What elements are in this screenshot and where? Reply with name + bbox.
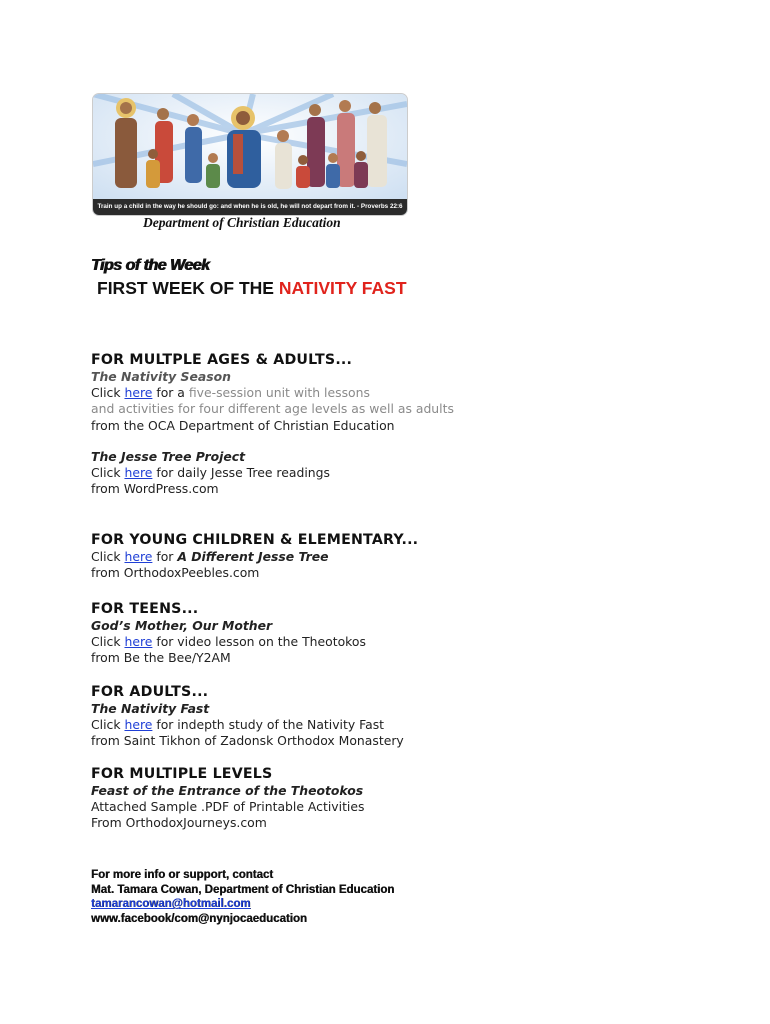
section-young-children xyxy=(91,531,418,581)
item-source: From OrthodoxJourneys.com xyxy=(91,815,267,831)
text: for indepth study of the Nativity Fast xyxy=(152,717,385,733)
section-teens xyxy=(91,600,366,667)
item-title: Feast of the Entrance of the Theotokos xyxy=(91,783,364,798)
banner-quote: Train up a child in the way he should go: and when he is old, he will not depart from it. - Proverbs 22:6 xyxy=(93,199,407,215)
item-title: The Jesse Tree Project xyxy=(91,448,246,464)
contact-block xyxy=(91,868,394,926)
department-caption: Department of Christian Education xyxy=(143,215,341,230)
text: for xyxy=(152,549,178,564)
item-line: and activities for four different age levels as well as adults xyxy=(91,401,454,417)
item-source: from the OCA Department of Christian Education xyxy=(91,417,395,433)
here-link[interactable]: here xyxy=(124,634,153,650)
section-heading: FOR MULTPLE AGES & ADULTS... xyxy=(91,352,353,368)
text: for video lesson on the Theotokos xyxy=(152,634,366,650)
item-line xyxy=(91,717,404,733)
facebook-text: www.facebook/com@nynjocaeducation xyxy=(91,912,307,925)
section-multiple-ages xyxy=(91,351,454,497)
here-link[interactable]: here xyxy=(124,385,153,401)
section-heading: FOR TEENS... xyxy=(91,601,199,617)
item-line xyxy=(91,549,418,565)
item-title: A Different Jesse Tree xyxy=(177,549,329,564)
item-source: from Be the Bee/Y2AM xyxy=(91,650,231,666)
text: Click xyxy=(91,549,125,564)
week-title-highlight: NATIVITY FAST xyxy=(278,278,407,298)
text: for a xyxy=(152,385,189,401)
section-heading: FOR YOUNG CHILDREN & ELEMENTARY... xyxy=(91,532,419,548)
here-link[interactable]: here xyxy=(124,549,153,564)
item-source: from Saint Tikhon of Zadonsk Orthodox Monastery xyxy=(91,733,404,749)
section-adults xyxy=(91,683,404,750)
spacer xyxy=(91,434,454,449)
text: for daily Jesse Tree readings xyxy=(152,465,330,481)
text: Click xyxy=(91,465,125,481)
here-link[interactable]: here xyxy=(124,717,153,733)
item-line: Attached Sample .PDF of Printable Activities xyxy=(91,799,365,815)
item-title: The Nativity Season xyxy=(91,369,231,384)
icon-artwork xyxy=(93,94,407,215)
item-source: from WordPress.com xyxy=(91,481,219,497)
section-heading: FOR ADULTS... xyxy=(91,684,209,700)
item-line xyxy=(91,634,366,650)
text: five-session unit with lessons xyxy=(188,385,370,401)
section-heading: FOR MULTIPLE LEVELS xyxy=(91,766,273,782)
item-title: God’s Mother, Our Mother xyxy=(91,618,273,633)
banner-image xyxy=(92,93,408,216)
tips-title: Tips of the Week xyxy=(91,257,210,274)
item-source: from OrthodoxPeebles.com xyxy=(91,565,260,581)
section-multiple-levels xyxy=(91,765,364,832)
email-link[interactable]: tamarancowan@hotmail.com xyxy=(91,898,251,911)
contact-name: Mat. Tamara Cowan, Department of Christian Education xyxy=(91,883,395,896)
item-line xyxy=(91,465,454,481)
item-line xyxy=(91,385,454,401)
text: Click xyxy=(91,634,125,650)
week-title xyxy=(97,278,407,299)
contact-intro: For more info or support, contact xyxy=(91,869,274,881)
text: Click xyxy=(91,717,125,733)
item-title: The Nativity Fast xyxy=(91,701,210,716)
week-title-prefix: FIRST WEEK OF THE xyxy=(97,278,279,298)
here-link[interactable]: here xyxy=(124,465,153,481)
text: Click xyxy=(91,385,125,401)
